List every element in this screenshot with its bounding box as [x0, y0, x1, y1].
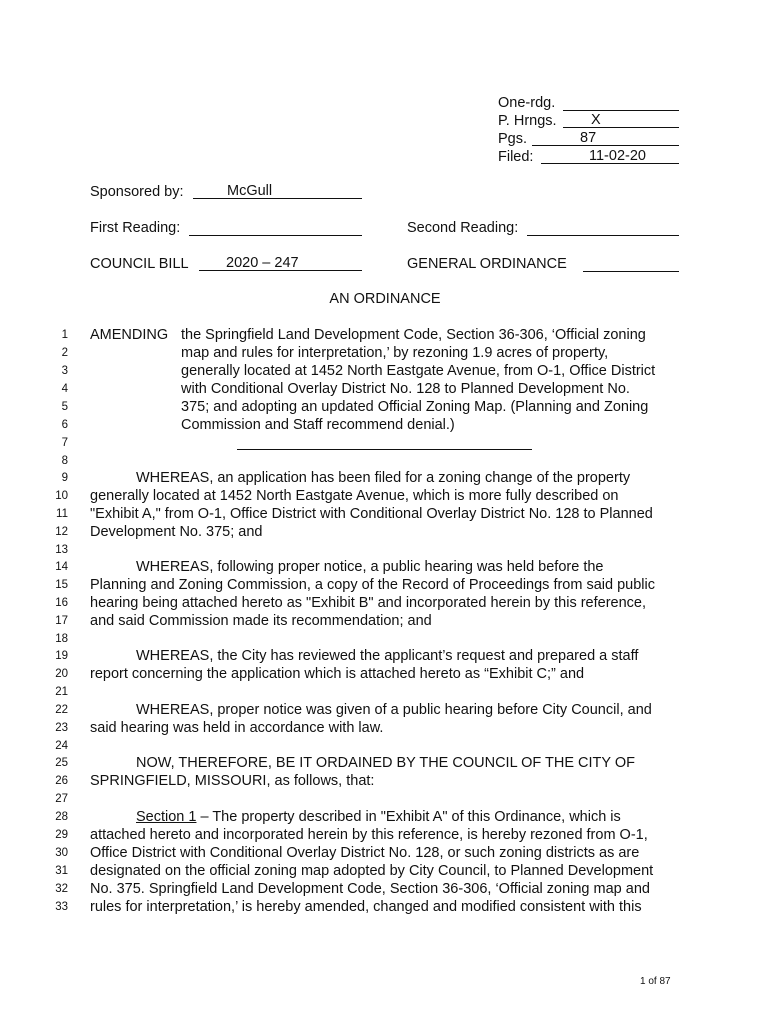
line-number: 32: [55, 883, 68, 895]
whereas-4-line: said hearing was held in accordance with law.: [90, 720, 384, 736]
now-therefore-line: NOW, THEREFORE, BE IT ORDAINED BY THE COUNCIL OF THE CITY OF: [136, 755, 635, 771]
one-rdg-label: One-rdg.: [498, 95, 556, 111]
line-number: 20: [55, 668, 68, 680]
line-number: 15: [55, 579, 68, 591]
amending-line: Commission and Staff recommend denial.): [181, 417, 455, 433]
line-number: 29: [55, 829, 68, 841]
sponsored-by-field: McGull: [193, 183, 362, 199]
whereas-2-line: hearing being attached hereto as "Exhibit B" and incorporated herein by this reference,: [90, 595, 647, 611]
line-number: 28: [55, 811, 68, 823]
now-therefore-line: SPRINGFIELD, MISSOURI, as follows, that:: [90, 773, 375, 789]
line-number: 4: [61, 383, 68, 395]
line-number: 2: [61, 347, 68, 359]
section-1-line: Office District with Conditional Overlay District No. 128, or such zoning districts as are: [90, 845, 640, 861]
amending-line: generally located at 1452 North Eastgate Avenue, from O-1, Office District: [181, 363, 656, 379]
general-ordinance-field: [583, 255, 679, 272]
line-number: 13: [55, 544, 68, 556]
section-1-line: rules for interpretation,’ is hereby amended, changed and modified consistent with this: [90, 899, 642, 915]
council-bill-field: 2020 – 247: [199, 255, 362, 271]
line-number: 24: [55, 740, 68, 752]
whereas-1-line: WHEREAS, an application has been filed for a zoning change of the property: [136, 470, 631, 486]
line-number: 14: [55, 561, 68, 573]
filed-field: 11-02-20: [541, 148, 679, 164]
line-number: 12: [55, 526, 68, 538]
section-1-title: Section 1: [136, 809, 197, 825]
sponsored-by-label: Sponsored by:: [90, 184, 184, 200]
amending-line: map and rules for interpretation,’ by rezoning 1.9 acres of property,: [181, 345, 609, 361]
whereas-2-line: WHEREAS, following proper notice, a public hearing was held before the: [136, 559, 604, 575]
amending-keyword: AMENDING: [90, 327, 169, 343]
pgs-field: 87: [532, 130, 679, 146]
line-number: 3: [61, 365, 68, 377]
line-number: 18: [55, 633, 68, 645]
line-number: 21: [55, 686, 68, 698]
first-reading-label: First Reading:: [90, 220, 181, 236]
amending-line: the Springfield Land Development Code, Section 36-306, ‘Official zoning: [181, 327, 646, 343]
pgs-label: Pgs.: [498, 131, 528, 147]
whereas-2-line: and said Commission made its recommendation; and: [90, 613, 432, 629]
line-number: 22: [55, 704, 68, 716]
line-number: 11: [56, 508, 68, 520]
whereas-1-line: "Exhibit A," from O-1, Office District with Conditional Overlay District No. 128 to Planned: [90, 506, 653, 522]
whereas-3-line: WHEREAS, the City has reviewed the applicant’s request and prepared a staff: [136, 648, 639, 664]
line-number: 5: [61, 401, 68, 413]
section-1-line: designated on the official zoning map adopted by City Council, to Planned Development: [90, 863, 654, 879]
line-number: 10: [55, 490, 68, 502]
line-number: 26: [55, 775, 68, 787]
p-hrngs-label: P. Hrngs.: [498, 113, 557, 129]
line-number: 27: [55, 793, 68, 805]
line-number: 16: [55, 597, 68, 609]
council-bill-label: COUNCIL BILL: [90, 256, 189, 272]
page-indicator: 1 of 87: [640, 976, 671, 987]
line-number: 19: [55, 650, 68, 662]
ordinance-heading: AN ORDINANCE: [329, 291, 441, 307]
line-number: 33: [55, 901, 68, 913]
section-1-line: No. 375. Springfield Land Development Code, Section 36-306, ‘Official zoning map and: [90, 881, 650, 897]
whereas-4-line: WHEREAS, proper notice was given of a public hearing before City Council, and: [136, 702, 652, 718]
whereas-2-line: Planning and Zoning Commission, a copy of the Record of Proceedings from said public: [90, 577, 655, 593]
section-1-first-line: [90, 808, 621, 826]
amending-line: 375; and adopting an updated Official Zoning Map. (Planning and Zoning: [181, 399, 649, 415]
p-hrngs-field: X: [563, 112, 679, 128]
line-number: 31: [55, 865, 68, 877]
line-number: 7: [61, 437, 68, 449]
line-number: 9: [61, 472, 68, 484]
section-1-line: attached hereto and incorporated herein by this reference, is hereby rezoned from O-1,: [90, 827, 648, 843]
amending-line: with Conditional Overlay District No. 128 to Planned Development No.: [181, 381, 630, 397]
line-number: 1: [61, 329, 68, 341]
line-number: 8: [61, 455, 68, 467]
second-reading-field: [527, 219, 679, 236]
line-number: 30: [55, 847, 68, 859]
second-reading-label: Second Reading:: [407, 220, 519, 236]
line-number: 25: [55, 757, 68, 769]
section-1-text: – The property described in "Exhibit A" of this Ordinance, which is: [196, 809, 621, 825]
one-rdg-field: [563, 94, 679, 111]
line-number: 17: [55, 615, 68, 627]
whereas-1-line: Development No. 375; and: [90, 524, 263, 540]
whereas-3-line: report concerning the application which is attached hereto as “Exhibit C;” and: [90, 666, 585, 682]
line-number: 23: [55, 722, 68, 734]
general-ordinance-label: GENERAL ORDINANCE: [407, 256, 567, 272]
whereas-1-line: generally located at 1452 North Eastgate Avenue, which is more fully described on: [90, 488, 619, 504]
filed-label: Filed:: [498, 149, 534, 165]
first-reading-field: [189, 219, 362, 236]
line-number: 6: [61, 419, 68, 431]
title-divider: [237, 449, 532, 450]
